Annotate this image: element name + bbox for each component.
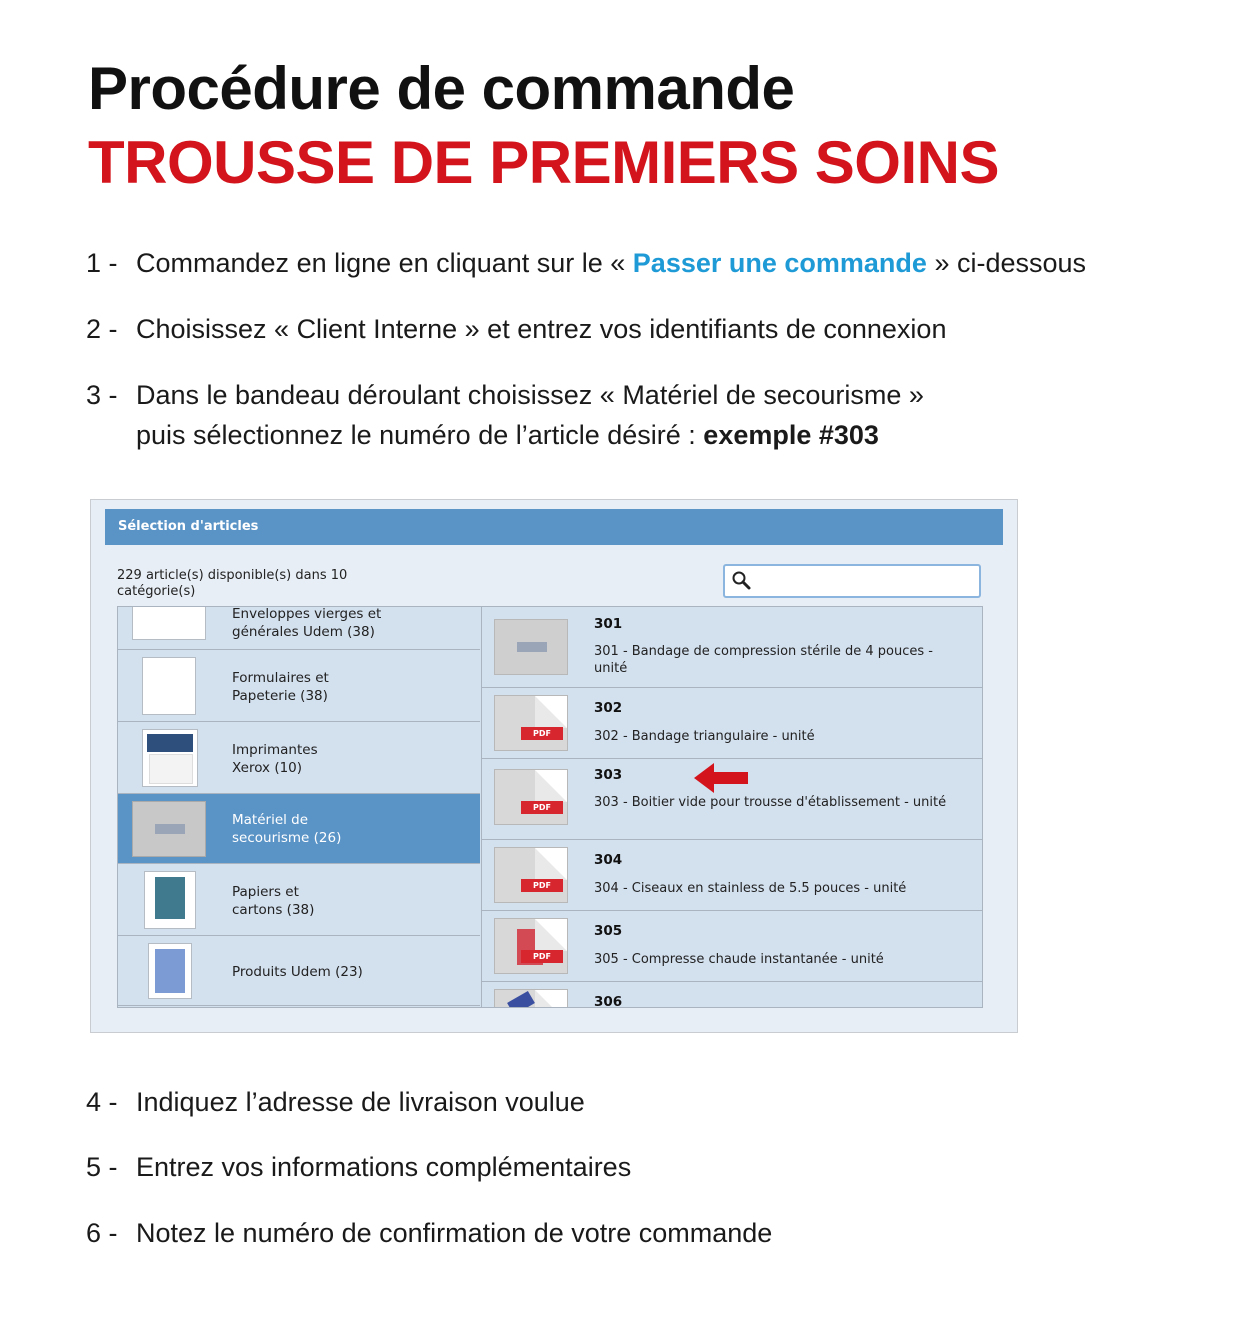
item-row[interactable]	[482, 688, 982, 759]
item-row[interactable]	[482, 982, 982, 1008]
step-5	[86, 1147, 632, 1187]
category-item[interactable]	[118, 650, 480, 722]
step-text: Dans le bandeau déroulant choisissez « Matériel de secourisme »	[136, 380, 924, 410]
item-row[interactable]	[482, 840, 982, 911]
article-count: 229 article(s) disponible(s) dans 10 catégorie(s)	[117, 568, 348, 599]
panel-header: Sélection d'articles	[105, 509, 1003, 545]
item-thumbnail	[494, 695, 568, 751]
category-item[interactable]	[118, 936, 480, 1006]
step-4	[86, 1082, 585, 1122]
pdf-badge: PDF	[521, 801, 563, 814]
item-code: 302	[594, 700, 623, 716]
category-item[interactable]	[118, 722, 480, 794]
example-code: exemple #303	[703, 420, 879, 450]
page-title: Procédure de commande	[88, 55, 795, 122]
item-code: 304	[594, 852, 623, 868]
step-number: 5 -	[86, 1152, 118, 1182]
step-text: Notez le numéro de confirmation de votre commande	[136, 1218, 773, 1248]
step-text: Choisissez « Client Interne » et entrez vos identifiants de connexion	[136, 314, 947, 344]
item-code: 303	[594, 767, 623, 783]
category-item[interactable]	[118, 606, 480, 650]
step-3	[86, 375, 924, 415]
page-subtitle: TROUSSE DE PREMIERS SOINS	[88, 129, 999, 196]
category-label: Enveloppes vierges et générales Udem (38)	[232, 606, 382, 640]
category-label: Matériel de secourisme (26)	[232, 812, 342, 846]
place-order-link[interactable]: Passer une commande	[632, 248, 927, 278]
item-row[interactable]	[482, 607, 982, 688]
category-item-selected[interactable]	[118, 794, 480, 864]
step-text: Indiquez l’adresse de livraison voulue	[136, 1087, 585, 1117]
item-description: 305 - Compresse chaude instantanée - unité	[594, 952, 884, 967]
item-code: 301	[594, 616, 623, 632]
pdf-badge: PDF	[521, 727, 563, 740]
arrow-left-icon	[694, 763, 750, 793]
item-description: 303 - Boitier vide pour trousse d'établissement - unité	[594, 795, 947, 810]
item-description: 302 - Bandage triangulaire - unité	[594, 729, 815, 744]
pdf-badge: PDF	[521, 950, 563, 963]
step-text: Commandez en ligne en cliquant sur le «	[136, 248, 633, 278]
article-selection-screenshot	[90, 499, 1018, 1033]
step-number: 4 -	[86, 1087, 118, 1117]
category-item[interactable]	[118, 864, 480, 936]
category-thumbnail	[132, 801, 206, 857]
item-list[interactable]	[481, 606, 983, 1008]
item-description: 301 - Bandage de compression stérile de 4 pouces - unité	[594, 644, 933, 676]
search-input[interactable]	[723, 564, 981, 598]
item-description: 304 - Ciseaux en stainless de 5.5 pouces - unité	[594, 881, 907, 896]
item-thumbnail	[494, 989, 568, 1008]
step-1	[86, 243, 1087, 283]
category-list[interactable]	[117, 606, 481, 1008]
step-number: 6 -	[86, 1218, 118, 1248]
item-thumbnail	[494, 769, 568, 825]
step-number: 2 -	[86, 314, 118, 344]
pdf-badge: PDF	[521, 879, 563, 892]
category-label: Produits Udem (23)	[232, 964, 363, 980]
item-code: 306	[594, 994, 623, 1008]
step-6	[86, 1213, 773, 1253]
search-icon	[731, 570, 753, 592]
item-thumbnail	[494, 847, 568, 903]
step-number: 3 -	[86, 380, 118, 410]
step-2	[86, 309, 947, 349]
step-text: Entrez vos informations complémentaires	[136, 1152, 632, 1182]
step-number: 1 -	[86, 248, 118, 278]
item-code: 305	[594, 923, 623, 939]
category-thumbnail	[132, 606, 206, 640]
step-3-continued	[86, 415, 879, 455]
step-text: » ci-dessous	[926, 248, 1087, 278]
category-thumbnail	[144, 871, 196, 929]
category-label: Imprimantes Xerox (10)	[232, 742, 318, 776]
item-thumbnail	[494, 619, 568, 675]
category-thumbnail	[142, 657, 196, 715]
item-row[interactable]	[482, 911, 982, 982]
category-label: Formulaires et Papeterie (38)	[232, 670, 329, 704]
category-label: Papiers et cartons (38)	[232, 884, 315, 918]
category-thumbnail	[148, 943, 192, 999]
item-thumbnail	[494, 918, 568, 974]
step-text: puis sélectionnez le numéro de l’article désiré :	[136, 420, 704, 450]
printer-thumbnail	[142, 729, 198, 787]
